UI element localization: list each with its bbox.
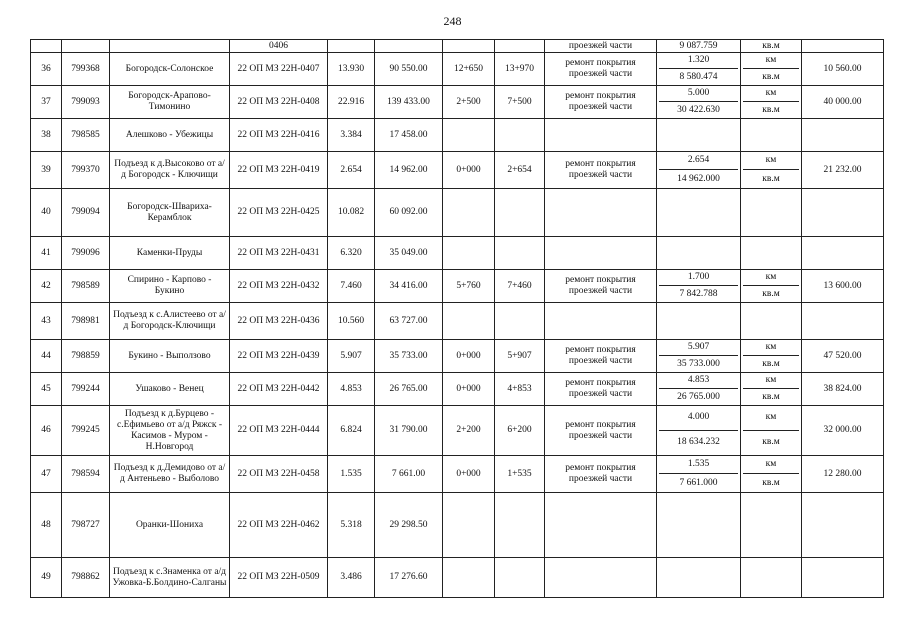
repair-length: 4.000 — [659, 406, 738, 431]
road-id-cell: 22 ОП МЗ 22Н-0442 — [230, 373, 328, 406]
cost-cell: 38 824.00 — [802, 373, 884, 406]
row-number-cell — [31, 40, 62, 53]
repair-values-cell — [657, 493, 741, 558]
road-area-cell: 31 790.00 — [375, 406, 443, 456]
row-number-cell: 44 — [31, 340, 62, 373]
unit-area: кв.м — [762, 288, 780, 299]
segment-start-cell — [443, 303, 495, 340]
table-row — [31, 189, 884, 237]
work-type-cell — [545, 303, 657, 340]
road-id-cell: 22 ОП МЗ 22Н-0408 — [230, 86, 328, 119]
repair-values-cell — [657, 189, 741, 237]
repair-area: 18 634.232 — [677, 437, 720, 448]
cost-cell — [802, 119, 884, 152]
table-row — [31, 119, 884, 152]
road-code-cell: 798981 — [62, 303, 110, 340]
repair-length: 2.654 — [659, 152, 738, 170]
cost-cell — [802, 189, 884, 237]
table-row — [31, 406, 884, 456]
road-area-cell: 17 458.00 — [375, 119, 443, 152]
repair-values-cell — [657, 303, 741, 340]
segment-end-cell: 7+460 — [495, 270, 545, 303]
road-area-cell: 34 416.00 — [375, 270, 443, 303]
table-row — [31, 456, 884, 493]
segment-end-cell — [495, 303, 545, 340]
repair-values-cell — [657, 40, 741, 53]
road-length-cell: 5.318 — [328, 493, 375, 558]
table-row — [31, 152, 884, 189]
work-type-cell — [545, 493, 657, 558]
segment-end-cell: 7+500 — [495, 86, 545, 119]
repair-values-cell — [657, 406, 741, 456]
unit-area: кв.м — [762, 437, 780, 448]
row-number-cell: 47 — [31, 456, 62, 493]
units-cell — [741, 152, 802, 189]
table-row — [31, 373, 884, 406]
units-cell — [741, 270, 802, 303]
units-cell — [741, 493, 802, 558]
cost-cell: 32 000.00 — [802, 406, 884, 456]
segment-end-cell: 1+535 — [495, 456, 545, 493]
road-area-cell: 26 765.00 — [375, 373, 443, 406]
cost-cell — [802, 558, 884, 598]
cost-cell: 47 520.00 — [802, 340, 884, 373]
unit-area: кв.м — [762, 71, 780, 82]
road-area-cell: 63 727.00 — [375, 303, 443, 340]
road-code-cell: 799370 — [62, 152, 110, 189]
cost-cell: 10 560.00 — [802, 53, 884, 86]
road-code-cell: 798594 — [62, 456, 110, 493]
road-id-cell: 22 ОП МЗ 22Н-0436 — [230, 303, 328, 340]
row-number-cell: 42 — [31, 270, 62, 303]
cost-cell — [802, 40, 884, 53]
segment-start-cell: 0+000 — [443, 340, 495, 373]
repair-length: 1.320 — [659, 53, 738, 69]
unit-area: кв.м — [762, 40, 780, 51]
repair-length: 5.000 — [659, 86, 738, 102]
road-id-cell: 22 ОП МЗ 22Н-0458 — [230, 456, 328, 493]
row-number-cell: 45 — [31, 373, 62, 406]
road-name-cell: Ушаково - Венец — [110, 373, 230, 406]
units-cell — [741, 86, 802, 119]
repair-area: 30 422.630 — [677, 104, 720, 115]
cost-cell — [802, 237, 884, 270]
road-code-cell: 799368 — [62, 53, 110, 86]
road-name-cell: Подъезд к д.Демидово от а/д Антеньево - Выболово — [110, 456, 230, 493]
cost-cell: 21 232.00 — [802, 152, 884, 189]
row-number-cell: 48 — [31, 493, 62, 558]
units-cell — [741, 340, 802, 373]
segment-start-cell — [443, 40, 495, 53]
road-area-cell — [375, 40, 443, 53]
repair-area: 8 580.474 — [679, 71, 718, 82]
segment-end-cell — [495, 119, 545, 152]
road-name-cell: Оранки-Шониха — [110, 493, 230, 558]
units-cell — [741, 189, 802, 237]
repair-area: 9 087.759 — [679, 40, 718, 51]
unit-km: км — [743, 53, 799, 69]
road-area-cell: 29 298.50 — [375, 493, 443, 558]
road-code-cell: 798727 — [62, 493, 110, 558]
road-length-cell: 3.384 — [328, 119, 375, 152]
road-id-cell: 22 ОП МЗ 22Н-0509 — [230, 558, 328, 598]
cost-cell — [802, 493, 884, 558]
repair-values-cell — [657, 237, 741, 270]
row-number-cell: 43 — [31, 303, 62, 340]
repair-values-cell — [657, 558, 741, 598]
table-row — [31, 237, 884, 270]
road-length-cell: 3.486 — [328, 558, 375, 598]
road-length-cell: 2.654 — [328, 152, 375, 189]
unit-km: км — [743, 86, 799, 102]
unit-km: км — [743, 373, 799, 389]
work-type-cell: ремонт покрытия проезжей части — [545, 53, 657, 86]
segment-end-cell — [495, 493, 545, 558]
row-number-cell: 37 — [31, 86, 62, 119]
segment-end-cell: 5+907 — [495, 340, 545, 373]
road-id-cell: 22 ОП МЗ 22Н-0431 — [230, 237, 328, 270]
road-name-cell: Подъезд к с.Знаменка от а/д Ужовка-Б.Болдино-Салганы — [110, 558, 230, 598]
segment-start-cell: 0+000 — [443, 456, 495, 493]
segment-start-cell: 2+500 — [443, 86, 495, 119]
road-code-cell: 799094 — [62, 189, 110, 237]
road-name-cell: Богородск-Солонское — [110, 53, 230, 86]
road-id-cell: 0406 — [230, 40, 328, 53]
road-code-cell: 798859 — [62, 340, 110, 373]
road-area-cell: 90 550.00 — [375, 53, 443, 86]
units-cell — [741, 53, 802, 86]
table-row — [31, 86, 884, 119]
road-length-cell: 22.916 — [328, 86, 375, 119]
road-length-cell — [328, 40, 375, 53]
repair-values-cell — [657, 53, 741, 86]
segment-end-cell: 13+970 — [495, 53, 545, 86]
road-code-cell: 798862 — [62, 558, 110, 598]
unit-km: км — [743, 406, 799, 431]
cost-cell: 13 600.00 — [802, 270, 884, 303]
road-length-cell: 4.853 — [328, 373, 375, 406]
segment-start-cell: 5+760 — [443, 270, 495, 303]
segment-end-cell — [495, 558, 545, 598]
work-type-cell: ремонт покрытия проезжей части — [545, 340, 657, 373]
road-length-cell: 13.930 — [328, 53, 375, 86]
table-body — [31, 40, 884, 598]
repair-area: 26 765.000 — [677, 391, 720, 402]
repair-values-cell — [657, 340, 741, 373]
unit-km: км — [743, 270, 799, 286]
road-id-cell: 22 ОП МЗ 22Н-0407 — [230, 53, 328, 86]
road-length-cell: 10.082 — [328, 189, 375, 237]
table-row — [31, 340, 884, 373]
cost-cell: 12 280.00 — [802, 456, 884, 493]
road-name-cell: Подъезд к с.Алистеево от а/д Богородск-Ключищи — [110, 303, 230, 340]
road-area-cell: 35 733.00 — [375, 340, 443, 373]
repair-length: 1.700 — [659, 270, 738, 286]
segment-end-cell: 4+853 — [495, 373, 545, 406]
segment-start-cell — [443, 558, 495, 598]
road-id-cell: 22 ОП МЗ 22Н-0462 — [230, 493, 328, 558]
table-row — [31, 493, 884, 558]
repair-values-cell — [657, 119, 741, 152]
row-number-cell: 46 — [31, 406, 62, 456]
work-type-cell: проезжей части — [545, 40, 657, 53]
work-type-cell: ремонт покрытия проезжей части — [545, 406, 657, 456]
repair-length: 1.535 — [659, 456, 738, 474]
units-cell — [741, 237, 802, 270]
segment-end-cell — [495, 237, 545, 270]
work-type-cell: ремонт покрытия проезжей части — [545, 456, 657, 493]
units-cell — [741, 373, 802, 406]
segment-start-cell — [443, 237, 495, 270]
road-id-cell: 22 ОП МЗ 22Н-0416 — [230, 119, 328, 152]
road-code-cell — [62, 40, 110, 53]
road-area-cell: 7 661.00 — [375, 456, 443, 493]
row-number-cell: 36 — [31, 53, 62, 86]
table-row — [31, 270, 884, 303]
repair-length: 5.907 — [659, 340, 738, 356]
units-cell — [741, 558, 802, 598]
work-type-cell: ремонт покрытия проезжей части — [545, 86, 657, 119]
road-name-cell — [110, 40, 230, 53]
table-row — [31, 53, 884, 86]
road-name-cell: Алешково - Убежицы — [110, 119, 230, 152]
road-length-cell: 5.907 — [328, 340, 375, 373]
road-code-cell: 798585 — [62, 119, 110, 152]
work-type-cell — [545, 558, 657, 598]
unit-area: кв.м — [762, 358, 780, 369]
table-row — [31, 303, 884, 340]
road-name-cell: Спирино - Карпово - Букино — [110, 270, 230, 303]
road-code-cell: 798589 — [62, 270, 110, 303]
units-cell — [741, 40, 802, 53]
repair-length: 4.853 — [659, 373, 738, 389]
road-name-cell: Богородск-Швариха-Керамблок — [110, 189, 230, 237]
road-repair-table — [30, 39, 884, 598]
segment-end-cell — [495, 40, 545, 53]
units-cell — [741, 406, 802, 456]
road-name-cell: Каменки-Пруды — [110, 237, 230, 270]
road-code-cell: 799093 — [62, 86, 110, 119]
segment-end-cell: 2+654 — [495, 152, 545, 189]
segment-start-cell: 2+200 — [443, 406, 495, 456]
repair-values-cell — [657, 86, 741, 119]
work-type-cell — [545, 237, 657, 270]
row-number-cell: 38 — [31, 119, 62, 152]
road-area-cell: 35 049.00 — [375, 237, 443, 270]
unit-area: кв.м — [762, 173, 780, 184]
table-row — [31, 40, 884, 53]
units-cell — [741, 303, 802, 340]
road-code-cell: 799244 — [62, 373, 110, 406]
repair-values-cell — [657, 373, 741, 406]
segment-start-cell: 0+000 — [443, 152, 495, 189]
road-code-cell: 799245 — [62, 406, 110, 456]
segment-start-cell — [443, 119, 495, 152]
road-name-cell: Букино - Выползово — [110, 340, 230, 373]
road-length-cell: 6.824 — [328, 406, 375, 456]
table-row — [31, 558, 884, 598]
row-number-cell: 39 — [31, 152, 62, 189]
repair-area: 7 842.788 — [679, 288, 718, 299]
units-cell — [741, 456, 802, 493]
segment-start-cell — [443, 493, 495, 558]
cost-cell — [802, 303, 884, 340]
repair-area: 14 962.000 — [677, 173, 720, 184]
road-length-cell: 1.535 — [328, 456, 375, 493]
repair-values-cell — [657, 270, 741, 303]
unit-area: кв.м — [762, 477, 780, 488]
unit-area: кв.м — [762, 104, 780, 115]
page-number: 248 — [443, 14, 462, 28]
road-area-cell: 60 092.00 — [375, 189, 443, 237]
road-length-cell: 7.460 — [328, 270, 375, 303]
unit-km: км — [743, 340, 799, 356]
repair-area: 35 733.000 — [677, 358, 720, 369]
row-number-cell: 41 — [31, 237, 62, 270]
road-length-cell: 10.560 — [328, 303, 375, 340]
road-id-cell: 22 ОП МЗ 22Н-0419 — [230, 152, 328, 189]
segment-end-cell — [495, 189, 545, 237]
repair-values-cell — [657, 456, 741, 493]
row-number-cell: 49 — [31, 558, 62, 598]
work-type-cell: ремонт покрытия проезжей части — [545, 373, 657, 406]
work-type-cell — [545, 119, 657, 152]
segment-start-cell: 12+650 — [443, 53, 495, 86]
road-name-cell: Богородск-Арапово-Тимонино — [110, 86, 230, 119]
road-code-cell: 799096 — [62, 237, 110, 270]
road-id-cell: 22 ОП МЗ 22Н-0425 — [230, 189, 328, 237]
segment-start-cell — [443, 189, 495, 237]
work-type-cell — [545, 189, 657, 237]
cost-cell: 40 000.00 — [802, 86, 884, 119]
row-number-cell: 40 — [31, 189, 62, 237]
repair-values-cell — [657, 152, 741, 189]
road-area-cell: 14 962.00 — [375, 152, 443, 189]
segment-start-cell: 0+000 — [443, 373, 495, 406]
road-area-cell: 139 433.00 — [375, 86, 443, 119]
road-name-cell: Подъезд к д.Бурцево - с.Ефимьево от а/д Ряжск - Касимов - Муром - Н.Новгород — [110, 406, 230, 456]
road-id-cell: 22 ОП МЗ 22Н-0439 — [230, 340, 328, 373]
road-id-cell: 22 ОП МЗ 22Н-0432 — [230, 270, 328, 303]
work-type-cell: ремонт покрытия проезжей части — [545, 152, 657, 189]
work-type-cell: ремонт покрытия проезжей части — [545, 270, 657, 303]
road-id-cell: 22 ОП МЗ 22Н-0444 — [230, 406, 328, 456]
unit-km: км — [743, 456, 799, 474]
unit-area: кв.м — [762, 391, 780, 402]
road-area-cell: 17 276.60 — [375, 558, 443, 598]
road-length-cell: 6.320 — [328, 237, 375, 270]
repair-area: 7 661.000 — [679, 477, 718, 488]
unit-km: км — [743, 152, 799, 170]
road-name-cell: Подъезд к д.Высоково от а/д Богородск - Ключищи — [110, 152, 230, 189]
units-cell — [741, 119, 802, 152]
segment-end-cell: 6+200 — [495, 406, 545, 456]
